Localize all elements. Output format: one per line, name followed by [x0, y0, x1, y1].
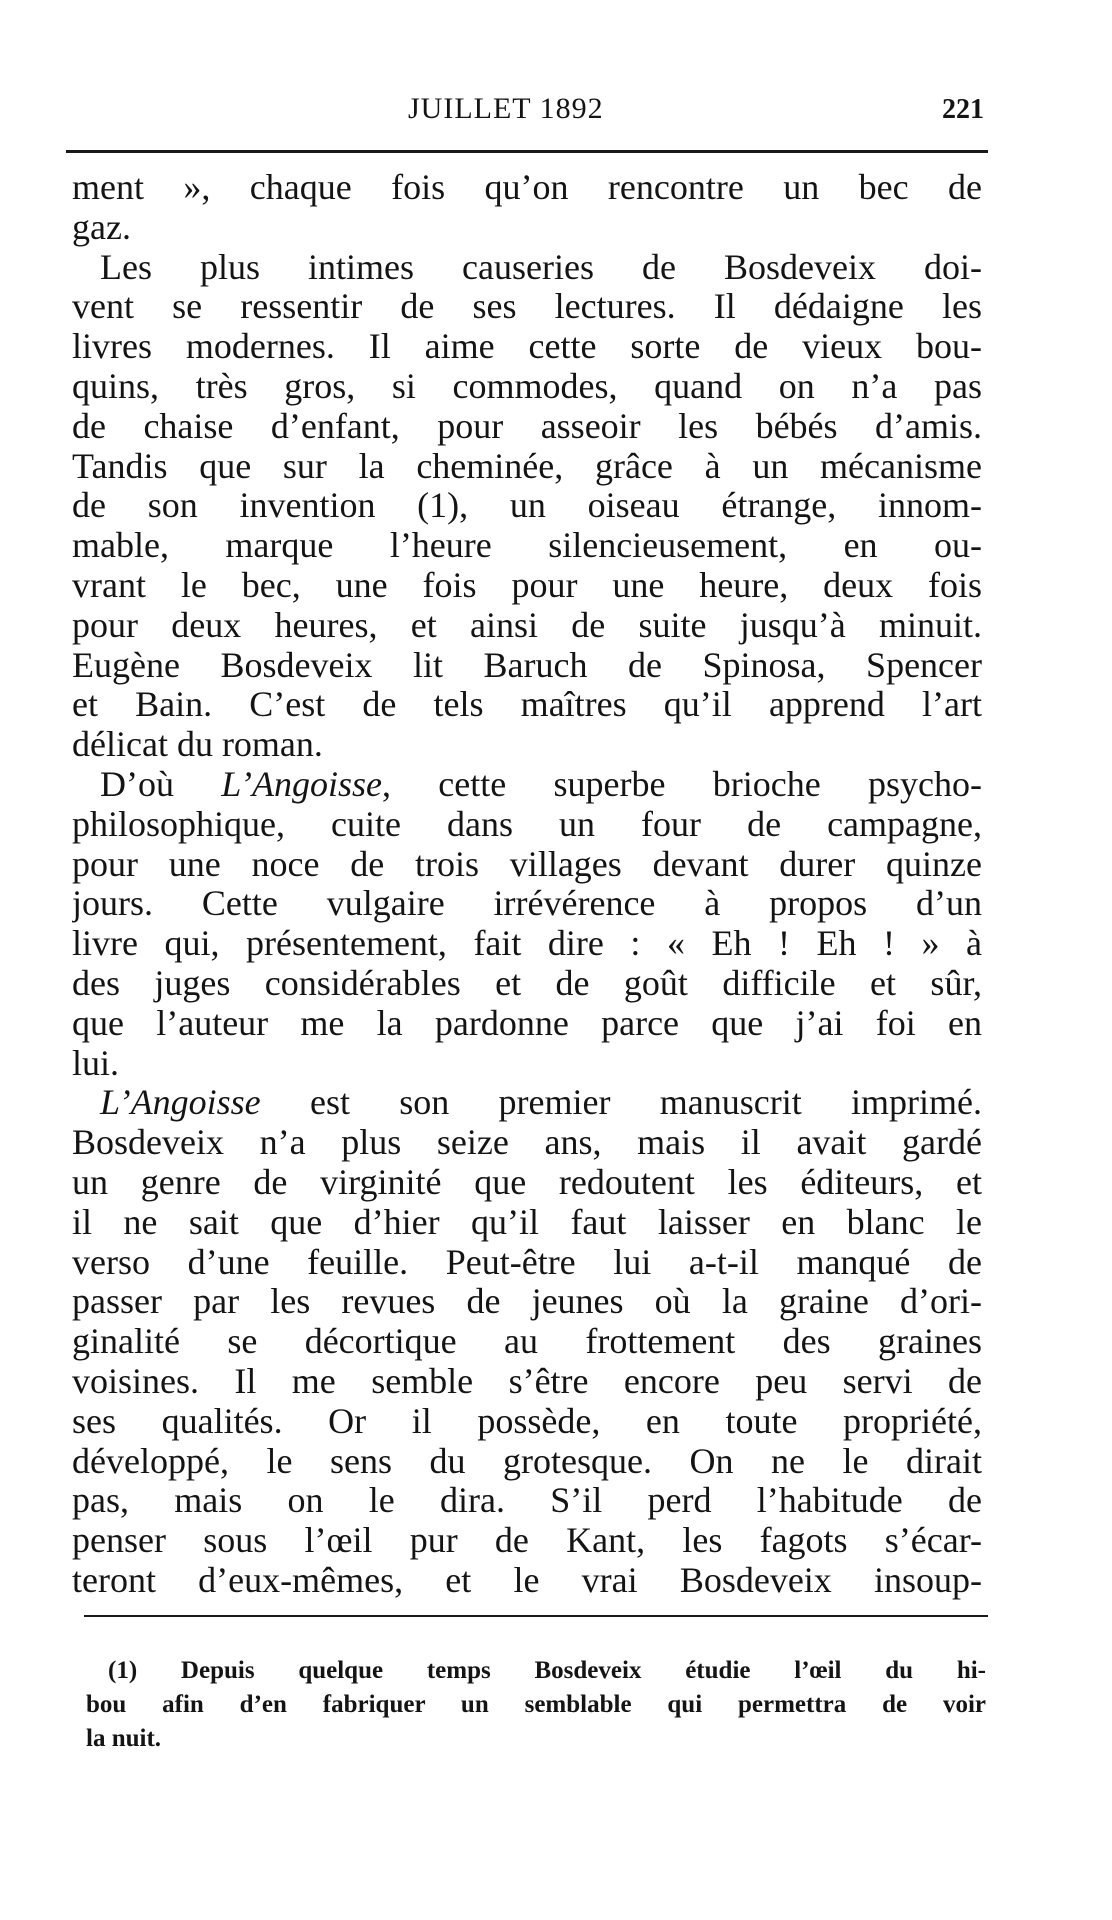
body-text: [72, 168, 982, 1601]
text-line: que l’auteur me la pardonne parce que j’ai foi en: [72, 1003, 982, 1043]
text-line: ment », chaque fois qu’on rencontre un bec de: [72, 168, 982, 207]
running-title: JUILLET 1892: [408, 92, 604, 125]
text-line: verso d’une feuille. Peut-être lui a-t-il manqué de: [72, 1242, 982, 1282]
text-line: il ne sait que d’hier qu’il faut laisser en blanc le: [72, 1202, 982, 1242]
footnote: [86, 1654, 986, 1756]
text-line: délicat du roman.: [72, 725, 323, 765]
text-line: livres modernes. Il aime cette sorte de vieux bou-: [72, 327, 982, 367]
text-line: Eugène Bosdeveix lit Baruch de Spinosa, Spencer: [72, 645, 982, 685]
text-line: L’Angoisse est son premier manuscrit imprimé.: [100, 1083, 982, 1123]
text-line: de son invention (1), un oiseau étrange, innom-: [72, 486, 982, 526]
text-line: vent se ressentir de ses lectures. Il dédaigne les: [72, 287, 982, 327]
text-line: gaz.: [72, 207, 131, 247]
text-line: développé, le sens du grotesque. On ne le dirait: [72, 1441, 982, 1481]
text-line: livre qui, présentement, fait dire : « Eh ! Eh ! » à: [72, 924, 982, 964]
text-line: penser sous l’œil pur de Kant, les fagots s’écar-: [72, 1521, 982, 1561]
text-line: vrant le bec, une fois pour une heure, deux fois: [72, 565, 982, 605]
text-line: jours. Cette vulgaire irrévérence à propos d’un: [72, 884, 982, 924]
text-line: Bosdeveix n’a plus seize ans, mais il avait gardé: [72, 1123, 982, 1163]
page-number: 221: [942, 94, 984, 125]
text-line: lui.: [72, 1043, 120, 1083]
text-line: un genre de virginité que redoutent les éditeurs, et: [72, 1162, 982, 1202]
text-line: D’où L’Angoisse, cette superbe brioche psycho-: [100, 764, 982, 804]
footnote-rule: [84, 1615, 988, 1617]
text-line: pour une noce de trois villages devant durer quinze: [72, 844, 982, 884]
text-line: de chaise d’enfant, pour asseoir les bébés d’amis.: [72, 406, 982, 446]
text-line: et Bain. C’est de tels maîtres qu’il apprend l’art: [72, 685, 982, 725]
text-line: quins, très gros, si commodes, quand on n’a pas: [72, 366, 982, 406]
text-line: passer par les revues de jeunes où la graine d’ori-: [72, 1282, 982, 1322]
text-line: pour deux heures, et ainsi de suite jusqu’à minuit.: [72, 605, 982, 645]
footnote-line: (1) Depuis quelque temps Bosdeveix étudie l’œil du hi-: [108, 1657, 986, 1684]
footnote-line: bou afin d’en fabriquer un semblable qui permettra de voir: [86, 1691, 986, 1718]
text-line: voisines. Il me semble s’être encore peu servi de: [72, 1361, 982, 1401]
text-line: des juges considérables et de goût difficile et sûr,: [72, 963, 982, 1003]
text-line: ses qualités. Or il possède, en toute propriété,: [72, 1401, 982, 1441]
text-line: ginalité se décortique au frottement des graines: [72, 1322, 982, 1362]
text-line: Tandis que sur la cheminée, grâce à un mécanisme: [72, 446, 982, 486]
text-line: pas, mais on le dira. S’il perd l’habitude de: [72, 1481, 982, 1521]
text-line: philosophique, cuite dans un four de campagne,: [72, 804, 982, 844]
footnote-line: la nuit.: [86, 1725, 162, 1752]
header-rule: [66, 150, 988, 153]
text-line: mable, marque l’heure silencieusement, en ou-: [72, 526, 982, 566]
page-header: [78, 92, 990, 132]
text-line: Les plus intimes causeries de Bosdeveix doi-: [100, 247, 982, 287]
text-line: teront d’eux-mêmes, et le vrai Bosdeveix insoup-: [72, 1560, 982, 1600]
